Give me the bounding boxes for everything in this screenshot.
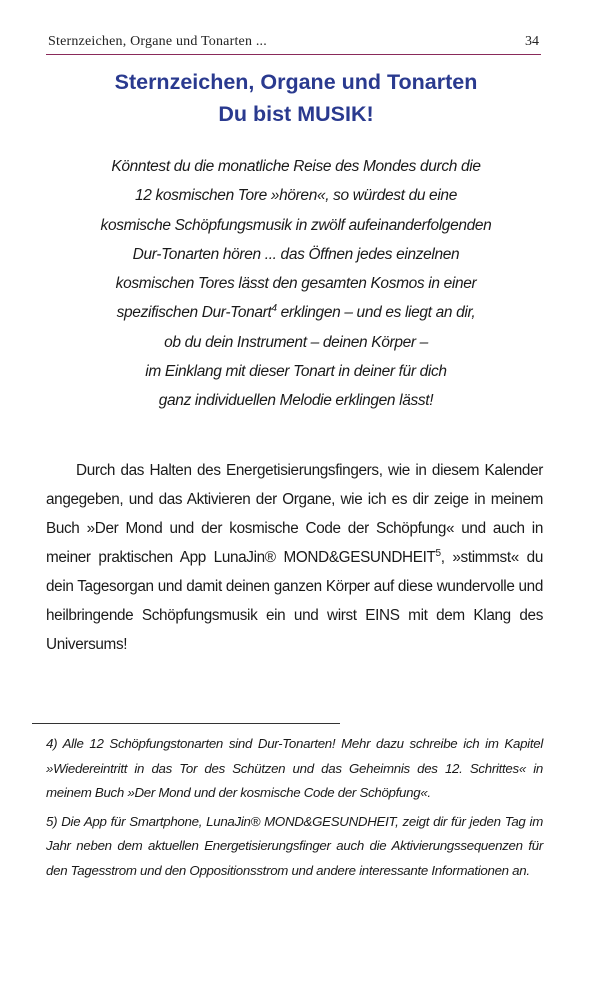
footnote-ref-5: 5 <box>435 548 441 559</box>
heading-line-2: Du bist MUSIK! <box>218 102 374 126</box>
running-title: Sternzeichen, Organe und Tonarten ... <box>48 34 267 49</box>
footnote-4: 4) Alle 12 Schöpfungstonarten sind Dur-Tonarten! Mehr dazu schreibe ich im Kapitel »Wiedereintritt in das Tor des Schützen und das Geheimnis des 12. Schrittes« in meinem Buch »Der Mond und der kosmische Code der Schöpfung«. <box>46 736 543 800</box>
intro-line: Dur-Tonarten hören ... das Öffnen jedes einzelnen <box>132 245 460 263</box>
intro-line: kosmische Schöpfungsmusik in zwölf aufeinanderfolgenden <box>100 216 492 234</box>
body-paragraph <box>46 456 543 659</box>
intro-verse <box>46 152 546 416</box>
body-paragraph-text <box>46 456 543 659</box>
page-number: 34 <box>525 34 539 49</box>
intro-line: ob du dein Instrument – deinen Körper – <box>164 333 428 351</box>
footnote-ref-4: 4 <box>271 303 277 315</box>
footnote-5: 5) Die App für Smartphone, LunaJin® MOND&GESUNDHEIT, zeigt dir für jeden Tag im Jahr neben dem aktuellen Energetisierungsfinger auch die Aktivierungssequenzen für den Tagesstrom und den Oppositionsstrom und andere interessante Informationen an. <box>46 813 543 878</box>
intro-line: Könntest du die monatliche Reise des Mondes durch die <box>111 158 481 175</box>
footnote-divider <box>32 723 340 724</box>
intro-line-text: spezifischen Dur-Tonart <box>116 304 272 322</box>
intro-line: 12 kosmischen Tore »hören«, so würdest du eine <box>135 187 457 205</box>
body-text-part: , »stimmst« du dein Tagesorgan und damit deinen ganzen Körper auf diese wundervolle und heilbringende Schöpfungsmusik ein und wirst EINS mit dem Klang des Universums! <box>46 549 543 653</box>
chapter-heading <box>46 66 546 130</box>
intro-line: kosmischen Tores lässt den gesamten Kosmos in einer <box>115 275 477 293</box>
intro-line: im Einklang mit dieser Tonart in deiner für dich <box>145 363 447 381</box>
running-header <box>46 34 541 55</box>
body-text-part: Durch das Halten des Energetisierungsfingers, wie in diesem Kalender angegeben, und das Aktivieren der Organe, wie ich es dir zeige in meinem Buch »Der Mond und der kosmische Code der Schöpfung« und auch in meiner praktischen App LunaJin® MOND&GESUNDHEIT <box>46 462 543 566</box>
intro-line-text: erklingen – und es liegt an dir, <box>276 304 476 322</box>
heading-line-1: Sternzeichen, Organe und Tonarten <box>114 70 478 94</box>
intro-line <box>46 298 546 327</box>
footnotes <box>46 732 543 887</box>
intro-line: ganz individuellen Melodie erklingen lässt! <box>158 392 434 410</box>
